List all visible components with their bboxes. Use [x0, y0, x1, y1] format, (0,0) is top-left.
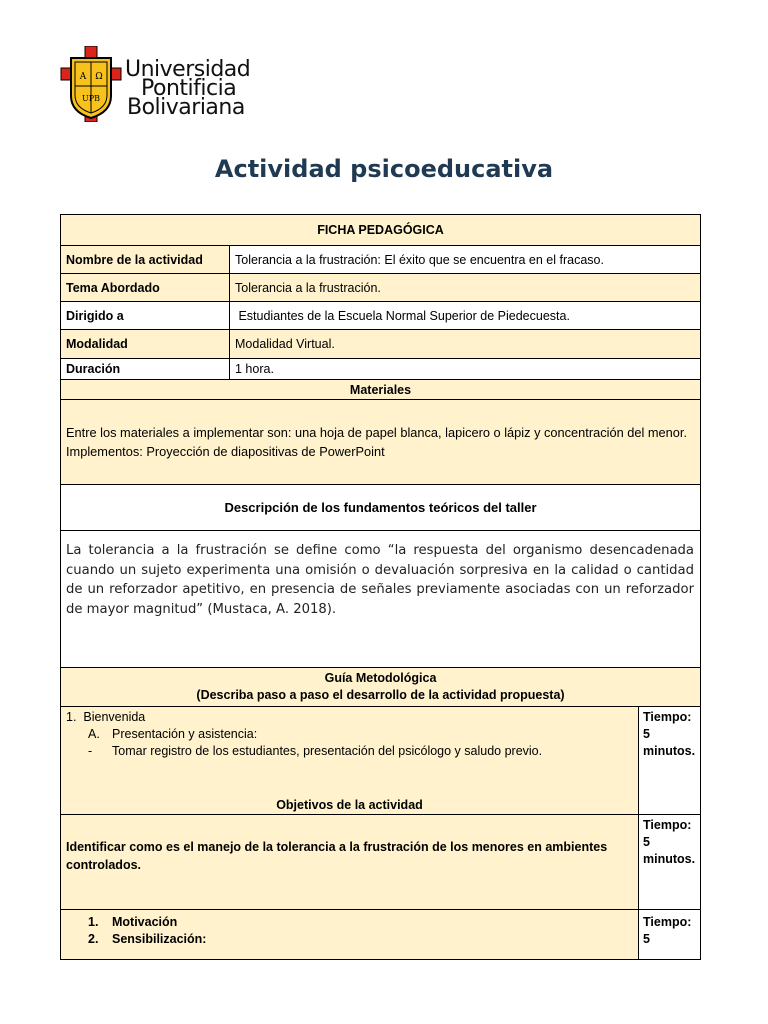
time-unit-1: minutos.	[643, 744, 696, 758]
emblem-alpha: A	[79, 72, 87, 82]
materiales-heading: Materiales	[61, 380, 701, 400]
step-1-num: 1.	[66, 710, 77, 724]
page-title: Actividad psicoeducativa	[214, 155, 554, 183]
step-1-title: Bienvenida	[83, 710, 146, 724]
row-label-nombre: Nombre de la actividad	[61, 246, 230, 274]
materiales-body	[61, 400, 701, 485]
step-1-bullet	[66, 743, 633, 760]
step-1-bullet-mark: -	[88, 744, 93, 758]
university-logo-wordmark	[125, 57, 251, 120]
logo-line-2: Pontificia	[141, 76, 237, 101]
step-1	[66, 709, 633, 726]
step-1-sub	[66, 726, 633, 743]
fundamentos-heading: Descripción de los fundamentos teóricos del taller	[61, 485, 701, 531]
university-logo-emblem	[60, 46, 122, 122]
objetivos-heading: Objetivos de la actividad	[276, 798, 423, 812]
logo-line-3: Bolivariana	[127, 95, 245, 120]
step-bienvenida-cell	[61, 707, 639, 815]
step-list-cell	[61, 910, 639, 960]
time-value-2: 5	[643, 835, 650, 849]
time-cell-2	[639, 815, 701, 910]
emblem-omega: Ω	[95, 72, 103, 82]
row-value-tema: Tolerancia a la frustración.	[230, 274, 701, 302]
step-1-sub-title: Presentación y asistencia:	[112, 727, 258, 741]
materiales-text: Entre los materiales a implementar son: una hoja de papel blanca, lapicero o lápiz y concentración del menor.	[66, 425, 688, 440]
ficha-heading: FICHA PEDAGÓGICA	[61, 215, 701, 246]
step-list-item-1	[88, 914, 633, 931]
step-list-item-2-num: 2.	[88, 932, 99, 946]
row-label-duracion: Duración	[61, 359, 230, 380]
objetivo-text: Identificar como es el manejo de la tolerancia a la frustración de los menores en ambientes controlados.	[61, 815, 639, 910]
time-unit-2: minutos.	[643, 852, 696, 866]
row-value-modalidad: Modalidad Virtual.	[230, 330, 701, 359]
step-list-item-2-label: Sensibilización:	[112, 932, 207, 946]
time-cell-1	[639, 707, 701, 815]
row-value-nombre: Tolerancia a la frustración: El éxito que se encuentra en el fracaso.	[230, 246, 701, 274]
logo-line-1: Universidad	[125, 57, 251, 82]
guia-heading-cell	[61, 668, 701, 707]
time-label-3: Tiempo:	[643, 915, 692, 929]
step-1-bullet-text: Tomar registro de los estudiantes, presentación del psicólogo y saludo previo.	[112, 744, 543, 758]
guia-heading: Guía Metodológica	[324, 671, 437, 685]
implementos-text: Implementos: Proyección de diapositivas de PowerPoint	[66, 444, 385, 459]
time-value-1: 5	[643, 727, 650, 741]
step-list-item-2	[88, 931, 633, 948]
time-label-2: Tiempo:	[643, 818, 692, 832]
ficha-pedagogica-table	[60, 214, 701, 960]
step-bienvenida-list	[66, 709, 633, 760]
fundamentos-text: La tolerancia a la frustración se define como “la respuesta del organismo desencadenada cuando un sujeto experimenta una omisión o devaluación sorpresiva en la calidad o cantidad de un reforzador apetitivo, en presencia de señales previamente asociadas con un reforzador de mayor magnitud” (Mustaca, A. 2018).	[61, 531, 701, 668]
row-label-dirigido: Dirigido a	[61, 302, 230, 330]
step-list-item-1-num: 1.	[88, 915, 99, 929]
row-label-tema: Tema Abordado	[61, 274, 230, 302]
step-1-sub-mark: A.	[88, 727, 100, 741]
row-label-modalidad: Modalidad	[61, 330, 230, 359]
guia-subheading: (Describa paso a paso el desarrollo de la actividad propuesta)	[196, 688, 565, 702]
row-value-duracion: 1 hora.	[230, 359, 701, 380]
time-value-3: 5	[643, 932, 650, 946]
time-label-1: Tiempo:	[643, 710, 692, 724]
row-value-dirigido: Estudiantes de la Escuela Normal Superior de Piedecuesta.	[230, 302, 701, 330]
time-cell-3	[639, 910, 701, 960]
step-list-item-1-label: Motivación	[112, 915, 178, 929]
emblem-upb: UPB	[81, 94, 101, 103]
